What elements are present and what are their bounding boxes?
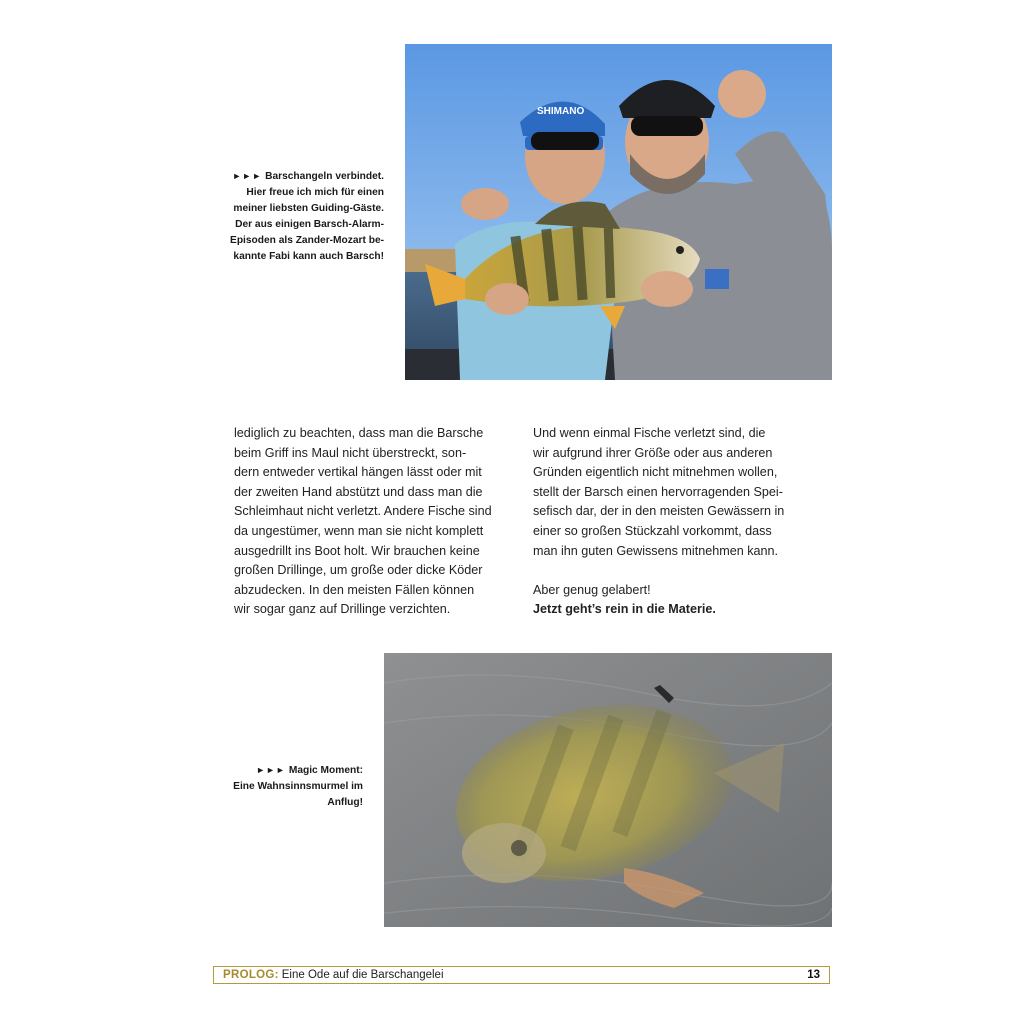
body-line: sefisch dar, der in den meisten Gewässern in (533, 504, 785, 519)
page-footer (213, 966, 830, 984)
body-line: Aber genug gelabert! (533, 582, 651, 597)
footer-chapter-title: Eine Ode auf die Barschangelei (281, 969, 444, 981)
caption-line (220, 168, 384, 185)
body-line: beim Griff ins Maul nicht überstreckt, son- (234, 445, 467, 460)
body-line: lediglich zu beachten, dass man die Barsche (234, 426, 484, 440)
anglers-with-perch-photo (405, 44, 832, 380)
body-line: Und wenn einmal Fische verletzt sind, die (533, 426, 766, 440)
caption-text: Barschangeln verbindet. (265, 171, 384, 182)
blank-line (533, 561, 795, 581)
body-line: großen Drillinge, um große oder dicke Köder (234, 563, 483, 578)
body-text-column-left (234, 424, 504, 620)
body-line-bold: Jetzt geht’s rein in die Materie. (533, 602, 716, 617)
body-line: wir aufgrund ihrer Größe oder aus anderen (533, 445, 773, 460)
body-line: einer so großen Stückzahl vorkommt, dass (533, 523, 772, 538)
body-line: wir sogar ganz auf Drillinge verzichten. (234, 602, 451, 617)
photo-caption-magic-moment (222, 762, 363, 811)
page-number: 13 (807, 969, 820, 981)
caption-line: Der aus einigen Barsch-Alarm- (235, 219, 384, 230)
caption-text: Magic Moment: (288, 765, 363, 776)
cap-logo-text: SHIMANO (537, 106, 585, 117)
body-line: der zweiten Hand abstützt und dass man die (234, 484, 483, 499)
caption-line: meiner liebsten Guiding-Gäste. (233, 203, 384, 214)
caption-line: kannte Fabi kann auch Barsch! (233, 251, 384, 262)
underwater-perch-photo (384, 653, 832, 927)
caption-line (222, 762, 363, 779)
body-line: stellt der Barsch einen hervorragenden Spei- (533, 484, 783, 499)
footer-running-title (223, 969, 444, 981)
caption-line: Anflug! (327, 797, 363, 808)
caption-arrows: ►►► (232, 171, 263, 181)
caption-line: Episoden als Zander-Mozart be- (230, 235, 384, 246)
body-line: dern entweder vertikal hängen lässt oder mit (234, 465, 482, 480)
footer-section-label: PROLOG: (223, 969, 279, 981)
body-line: da ungestümer, wenn man sie nicht komplett (234, 523, 484, 538)
photo-caption-anglers (220, 168, 384, 265)
body-line: man ihn guten Gewissens mitnehmen kann. (533, 543, 779, 558)
body-text-column-right (533, 424, 795, 620)
body-line: ausgedrillt ins Boot holt. Wir brauchen keine (234, 543, 480, 558)
body-line: Schleimhaut nicht verletzt. Andere Fische sind (234, 504, 492, 519)
body-line: abzudecken. In den meisten Fällen können (234, 582, 475, 597)
caption-line: Hier freue ich mich für einen (246, 187, 384, 198)
body-line: Gründen eigentlich nicht mitnehmen wollen, (533, 465, 778, 480)
caption-arrows: ►►► (256, 765, 286, 775)
caption-line: Eine Wahnsinnsmurmel im (233, 781, 363, 792)
